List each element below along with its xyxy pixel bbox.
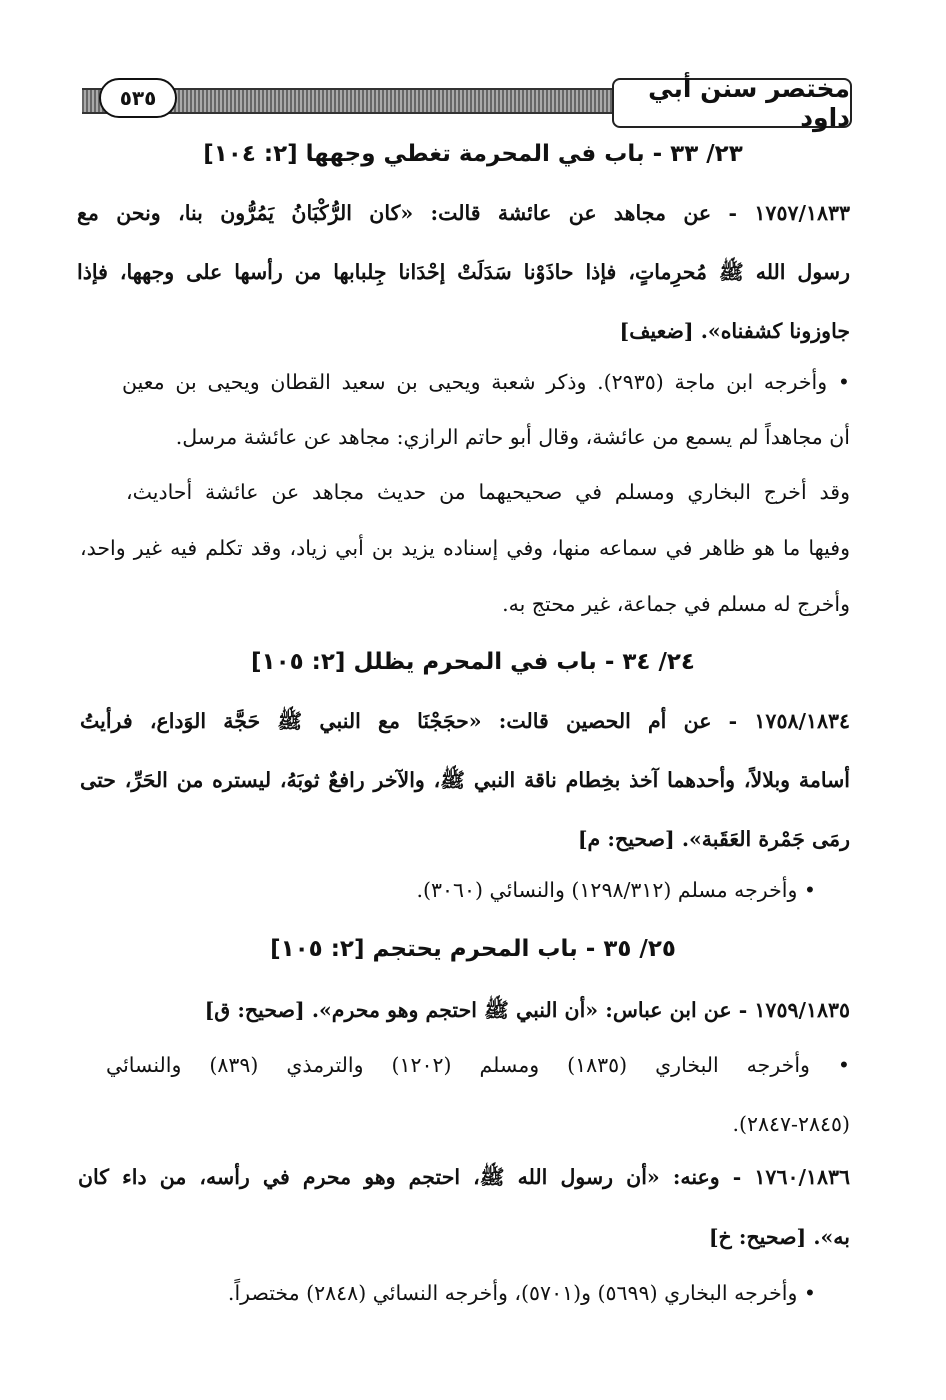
commentary-line-4: وفيها ما هو ظاهر في سماعه منها، وفي إسناده يزيد بن أبي زياد، وقد تكلم فيه غير واحد، xyxy=(80,536,850,560)
takhrij-1835-line-2: (٢٨٤٥-٢٨٤٧). xyxy=(732,1112,850,1136)
chapter-heading-24: ٢٤/ ٣٤ - باب في المحرم يظلل [٢: ١٠٥] xyxy=(251,649,695,675)
commentary-line-5: وأخرج له مسلم في جماعة، غير محتج به. xyxy=(502,592,850,616)
chapter-heading-25: ٢٥/ ٣٥ - باب المحرم يحتجم [٢: ١٠٥] xyxy=(270,936,676,962)
takhrij-1835-line-1: • وأخرجه البخاري (١٨٣٥) ومسلم (١٢٠٢) والترمذي (٨٣٩) والنسائي xyxy=(106,1053,850,1077)
hadith-1834-line-1: ١٧٥٨/١٨٣٤ - عن أم الحصين قالت: «حجَجْنَا مع النبي ﷺ حَجَّة الوَداع، فرأيتُ xyxy=(80,709,850,733)
page-number: ٥٣٥ xyxy=(99,78,177,118)
hadith-1836-line-2: به». [صحيح: خ] xyxy=(708,1225,850,1249)
book-title: مختصر سنن أبي داود xyxy=(612,78,852,128)
hadith-1834-line-2: أسامة وبلالاً، وأحدهما آخذ بخِطام ناقة النبي ﷺ، والآخر رافعٌ ثوبَهُ، ليستره من الحَرِّ، حتى xyxy=(80,768,850,792)
hadith-1833-line-1: ١٧٥٧/١٨٣٣ - عن مجاهد عن عائشة قالت: «كان الرُّكْبَانُ يَمُرُّون بنا، ونحن مع xyxy=(77,201,850,225)
hadith-1835: ١٧٥٩/١٨٣٥ - عن ابن عباس: «أن النبي ﷺ احتجم وهو محرم». [صحيح: ق] xyxy=(204,998,850,1022)
commentary-line-2: أن مجاهداً لم يسمع من عائشة، وقال أبو حاتم الرازي: مجاهد عن عائشة مرسل. xyxy=(175,425,850,449)
chapter-heading-23: ٢٣/ ٣٣ - باب في المحرمة تغطي وجهها [٢: ١٠٤] xyxy=(203,141,743,167)
hadith-1833-line-3: جاوزونا كشفناه». [ضعيف] xyxy=(619,319,850,343)
commentary-line-1: • وأخرجه ابن ماجة (٢٩٣٥). وذكر شعبة ويحيى بن سعيد القطان ويحيى بن معين xyxy=(122,370,850,394)
takhrij-1836: • وأخرجه البخاري (٥٦٩٩) و(٥٧٠١)، وأخرجه النسائي (٢٨٤٨) مختصراً. xyxy=(227,1281,816,1305)
takhrij-1834: • وأخرجه مسلم (١٢٩٨/٣١٢) والنسائي (٣٠٦٠). xyxy=(416,878,816,902)
hadith-1836-line-1: ١٧٦٠/١٨٣٦ - وعنه: «أن رسول الله ﷺ، احتجم وهو محرم في رأسه، من داء كان xyxy=(78,1165,850,1189)
commentary-line-3: وقد أخرج البخاري ومسلم في صحيحيهما من حديث مجاهد عن عائشة أحاديث، xyxy=(126,480,850,504)
hadith-1834-line-3: رمَى جَمْرة العَقَبة». [صحيح: م] xyxy=(577,827,850,851)
hadith-1833-line-2: رسول الله ﷺ مُحرِماتٍ، فإذا حاذَوْنا سَدَلَتْ إحْدَانا جِلبابها من رأسها على وجهها، فإذا xyxy=(77,260,850,284)
